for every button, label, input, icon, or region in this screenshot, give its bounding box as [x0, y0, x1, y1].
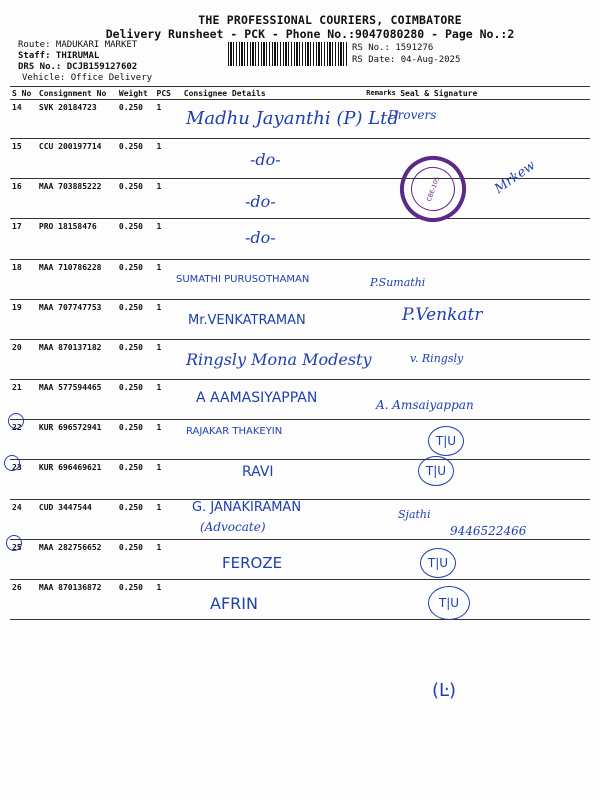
- handwritten-ditto-17: -do-: [245, 228, 276, 247]
- rs-number: RS No.: 1591276: [352, 43, 434, 53]
- cell-seal: [398, 219, 590, 260]
- cell-seal: [398, 420, 590, 460]
- table-row: [10, 420, 590, 460]
- cell-sno: 17: [10, 219, 37, 260]
- cell-remarks: [364, 460, 398, 500]
- cell-weight: 0.250: [117, 219, 155, 260]
- handwritten-signature-24: Sjathi: [398, 508, 431, 521]
- barcode: [228, 42, 348, 66]
- handwritten-ditto-16: -do-: [245, 192, 276, 211]
- col-header-pcs: PCS: [155, 87, 182, 100]
- table-row: [10, 219, 590, 260]
- col-header-remarks: Remarks: [364, 87, 398, 100]
- cell-seal: [398, 260, 590, 300]
- cell-sno: 22: [10, 420, 37, 460]
- cell-sno: 16: [10, 179, 37, 219]
- col-header-weight: Weight: [117, 87, 155, 100]
- cell-consignment: SVK 20184723: [37, 100, 117, 139]
- cell-remarks: [364, 139, 398, 179]
- cell-remarks: [364, 540, 398, 580]
- col-header-consignee: Consignee Details: [182, 87, 365, 100]
- table-row: [10, 540, 590, 580]
- cell-pcs: 1: [155, 340, 182, 380]
- col-header-seal: Seal & Signature: [398, 87, 590, 100]
- handwritten-consignee-14: Madhu Jayanthi (P) Ltd: [186, 108, 399, 129]
- cell-consignment: MAA 577594465: [37, 380, 117, 420]
- cell-pcs: 1: [155, 100, 182, 139]
- handwritten-consignee-26: AFRIN: [210, 594, 258, 613]
- cell-remarks: [364, 219, 398, 260]
- cell-weight: 0.250: [117, 300, 155, 340]
- cell-pcs: 1: [155, 139, 182, 179]
- cell-consignment: MAA 870137182: [37, 340, 117, 380]
- table-row: [10, 139, 590, 179]
- cell-pcs: 1: [155, 580, 182, 620]
- cell-consignment: KUR 696572941: [37, 420, 117, 460]
- cell-sno: 21: [10, 380, 37, 420]
- cell-consignment: CCU 200197714: [37, 139, 117, 179]
- cell-weight: 0.250: [117, 179, 155, 219]
- cell-weight: 0.250: [117, 540, 155, 580]
- handwritten-consignee-23: RAVI: [242, 464, 274, 480]
- cell-pcs: 1: [155, 300, 182, 340]
- cell-remarks: [364, 420, 398, 460]
- handwritten-tlu-mark: T|U: [428, 426, 464, 456]
- cell-weight: 0.250: [117, 380, 155, 420]
- handwritten-consignee-19: Mr.VENKATRAMAN: [188, 313, 306, 328]
- cell-weight: 0.250: [117, 340, 155, 380]
- staff-label: Staff: THIRUMAL: [18, 51, 100, 61]
- cell-sno: 24: [10, 500, 37, 540]
- cell-sno: 20: [10, 340, 37, 380]
- col-header-sno: S No: [10, 87, 37, 100]
- cell-sno: 19: [10, 300, 37, 340]
- cell-consignment: MAA 870136872: [37, 580, 117, 620]
- rs-date: RS Date: 04-Aug-2025: [352, 55, 461, 65]
- handwritten-initials-signature: Mrkew: [491, 158, 539, 197]
- cell-weight: 0.250: [117, 139, 155, 179]
- cell-remarks: [364, 580, 398, 620]
- cell-seal: [398, 580, 590, 620]
- cell-sno: 18: [10, 260, 37, 300]
- cell-weight: 0.250: [117, 100, 155, 139]
- cell-consignment: MAA 710786228: [37, 260, 117, 300]
- cell-sno: 26: [10, 580, 37, 620]
- handwritten-phone-24: 9446522466: [450, 524, 527, 538]
- handwritten-signature-14: Drovers: [388, 108, 437, 122]
- vehicle-label: Vehicle: Office Delivery: [22, 73, 153, 83]
- table-header-row: [10, 87, 590, 100]
- cell-weight: 0.250: [117, 420, 155, 460]
- handwritten-ditto-15: -do-: [250, 150, 281, 169]
- cell-pcs: 1: [155, 219, 182, 260]
- cell-consignment: KUR 696469621: [37, 460, 117, 500]
- handwritten-consignee-21: A AAMASIYAPPAN: [196, 390, 318, 406]
- cell-remarks: [364, 500, 398, 540]
- cell-sno: 14: [10, 100, 37, 139]
- cell-pcs: 1: [155, 179, 182, 219]
- handwritten-circle-mark: [4, 455, 20, 471]
- cell-weight: 0.250: [117, 460, 155, 500]
- handwritten-note-24: (Advocate): [200, 520, 266, 534]
- handwritten-signature-18: P.Sumathi: [370, 276, 426, 289]
- cell-pcs: 1: [155, 540, 182, 580]
- cell-sno: 23: [10, 460, 37, 500]
- cell-weight: 0.250: [117, 260, 155, 300]
- table-row: [10, 460, 590, 500]
- cell-sno: 15: [10, 139, 37, 179]
- handwritten-signature-20: v. Ringsly: [410, 352, 464, 365]
- cell-pcs: 1: [155, 380, 182, 420]
- handwritten-consignee-25: FEROZE: [222, 554, 283, 572]
- cell-pcs: 1: [155, 460, 182, 500]
- handwritten-consignee-22: RAJAKAR THAKEYIN: [186, 426, 283, 437]
- cell-pcs: 1: [155, 420, 182, 460]
- cell-consignment: MAA 703885222: [37, 179, 117, 219]
- route-label: Route: MADUKARI MARKET: [18, 40, 138, 50]
- company-title: THE PROFESSIONAL COURIERS, COIMBATORE: [198, 13, 462, 27]
- drs-label: DRS No.: DCJB159127602: [18, 62, 138, 72]
- cell-remarks: [364, 300, 398, 340]
- cell-consignment: PRO 18158476: [37, 219, 117, 260]
- handwritten-tlu-mark: T|U: [420, 548, 456, 578]
- cell-consignment: CUD 3447544: [37, 500, 117, 540]
- cell-weight: 0.250: [117, 580, 155, 620]
- handwritten-consignee-20: Ringsly Mona Modesty: [186, 350, 372, 369]
- handwritten-signature-21: A. Amsaiyappan: [376, 398, 474, 412]
- handwritten-circle-mark: [6, 535, 22, 551]
- runsheet-subtitle: Delivery Runsheet - PCK - Phone No.:9047080280 - Page No.:2: [105, 27, 515, 41]
- cell-consignment: MAA 282756652: [37, 540, 117, 580]
- handwritten-consignee-18: SUMATHI PURUSOTHAMAN: [176, 274, 310, 285]
- col-header-consignment: Consignment No: [37, 87, 117, 100]
- cell-weight: 0.250: [117, 500, 155, 540]
- cell-pcs: 1: [155, 500, 182, 540]
- table-row: [10, 580, 590, 620]
- handwritten-consignee-24: G. JANAKIRAMAN: [192, 500, 302, 515]
- stamp-center: CBE-105: [405, 161, 461, 217]
- handwritten-tlu-mark: T|U: [418, 456, 454, 486]
- cell-sno: 25: [10, 540, 37, 580]
- handwritten-initial-mark: (Ŀ): [432, 680, 457, 701]
- cell-pcs: 1: [155, 260, 182, 300]
- cell-consignment: MAA 707747753: [37, 300, 117, 340]
- handwritten-circle-mark: [8, 413, 24, 429]
- handwritten-signature-19: P.Venkatr: [402, 305, 483, 325]
- cell-remarks: [364, 179, 398, 219]
- handwritten-tlu-mark: T|U: [428, 586, 470, 620]
